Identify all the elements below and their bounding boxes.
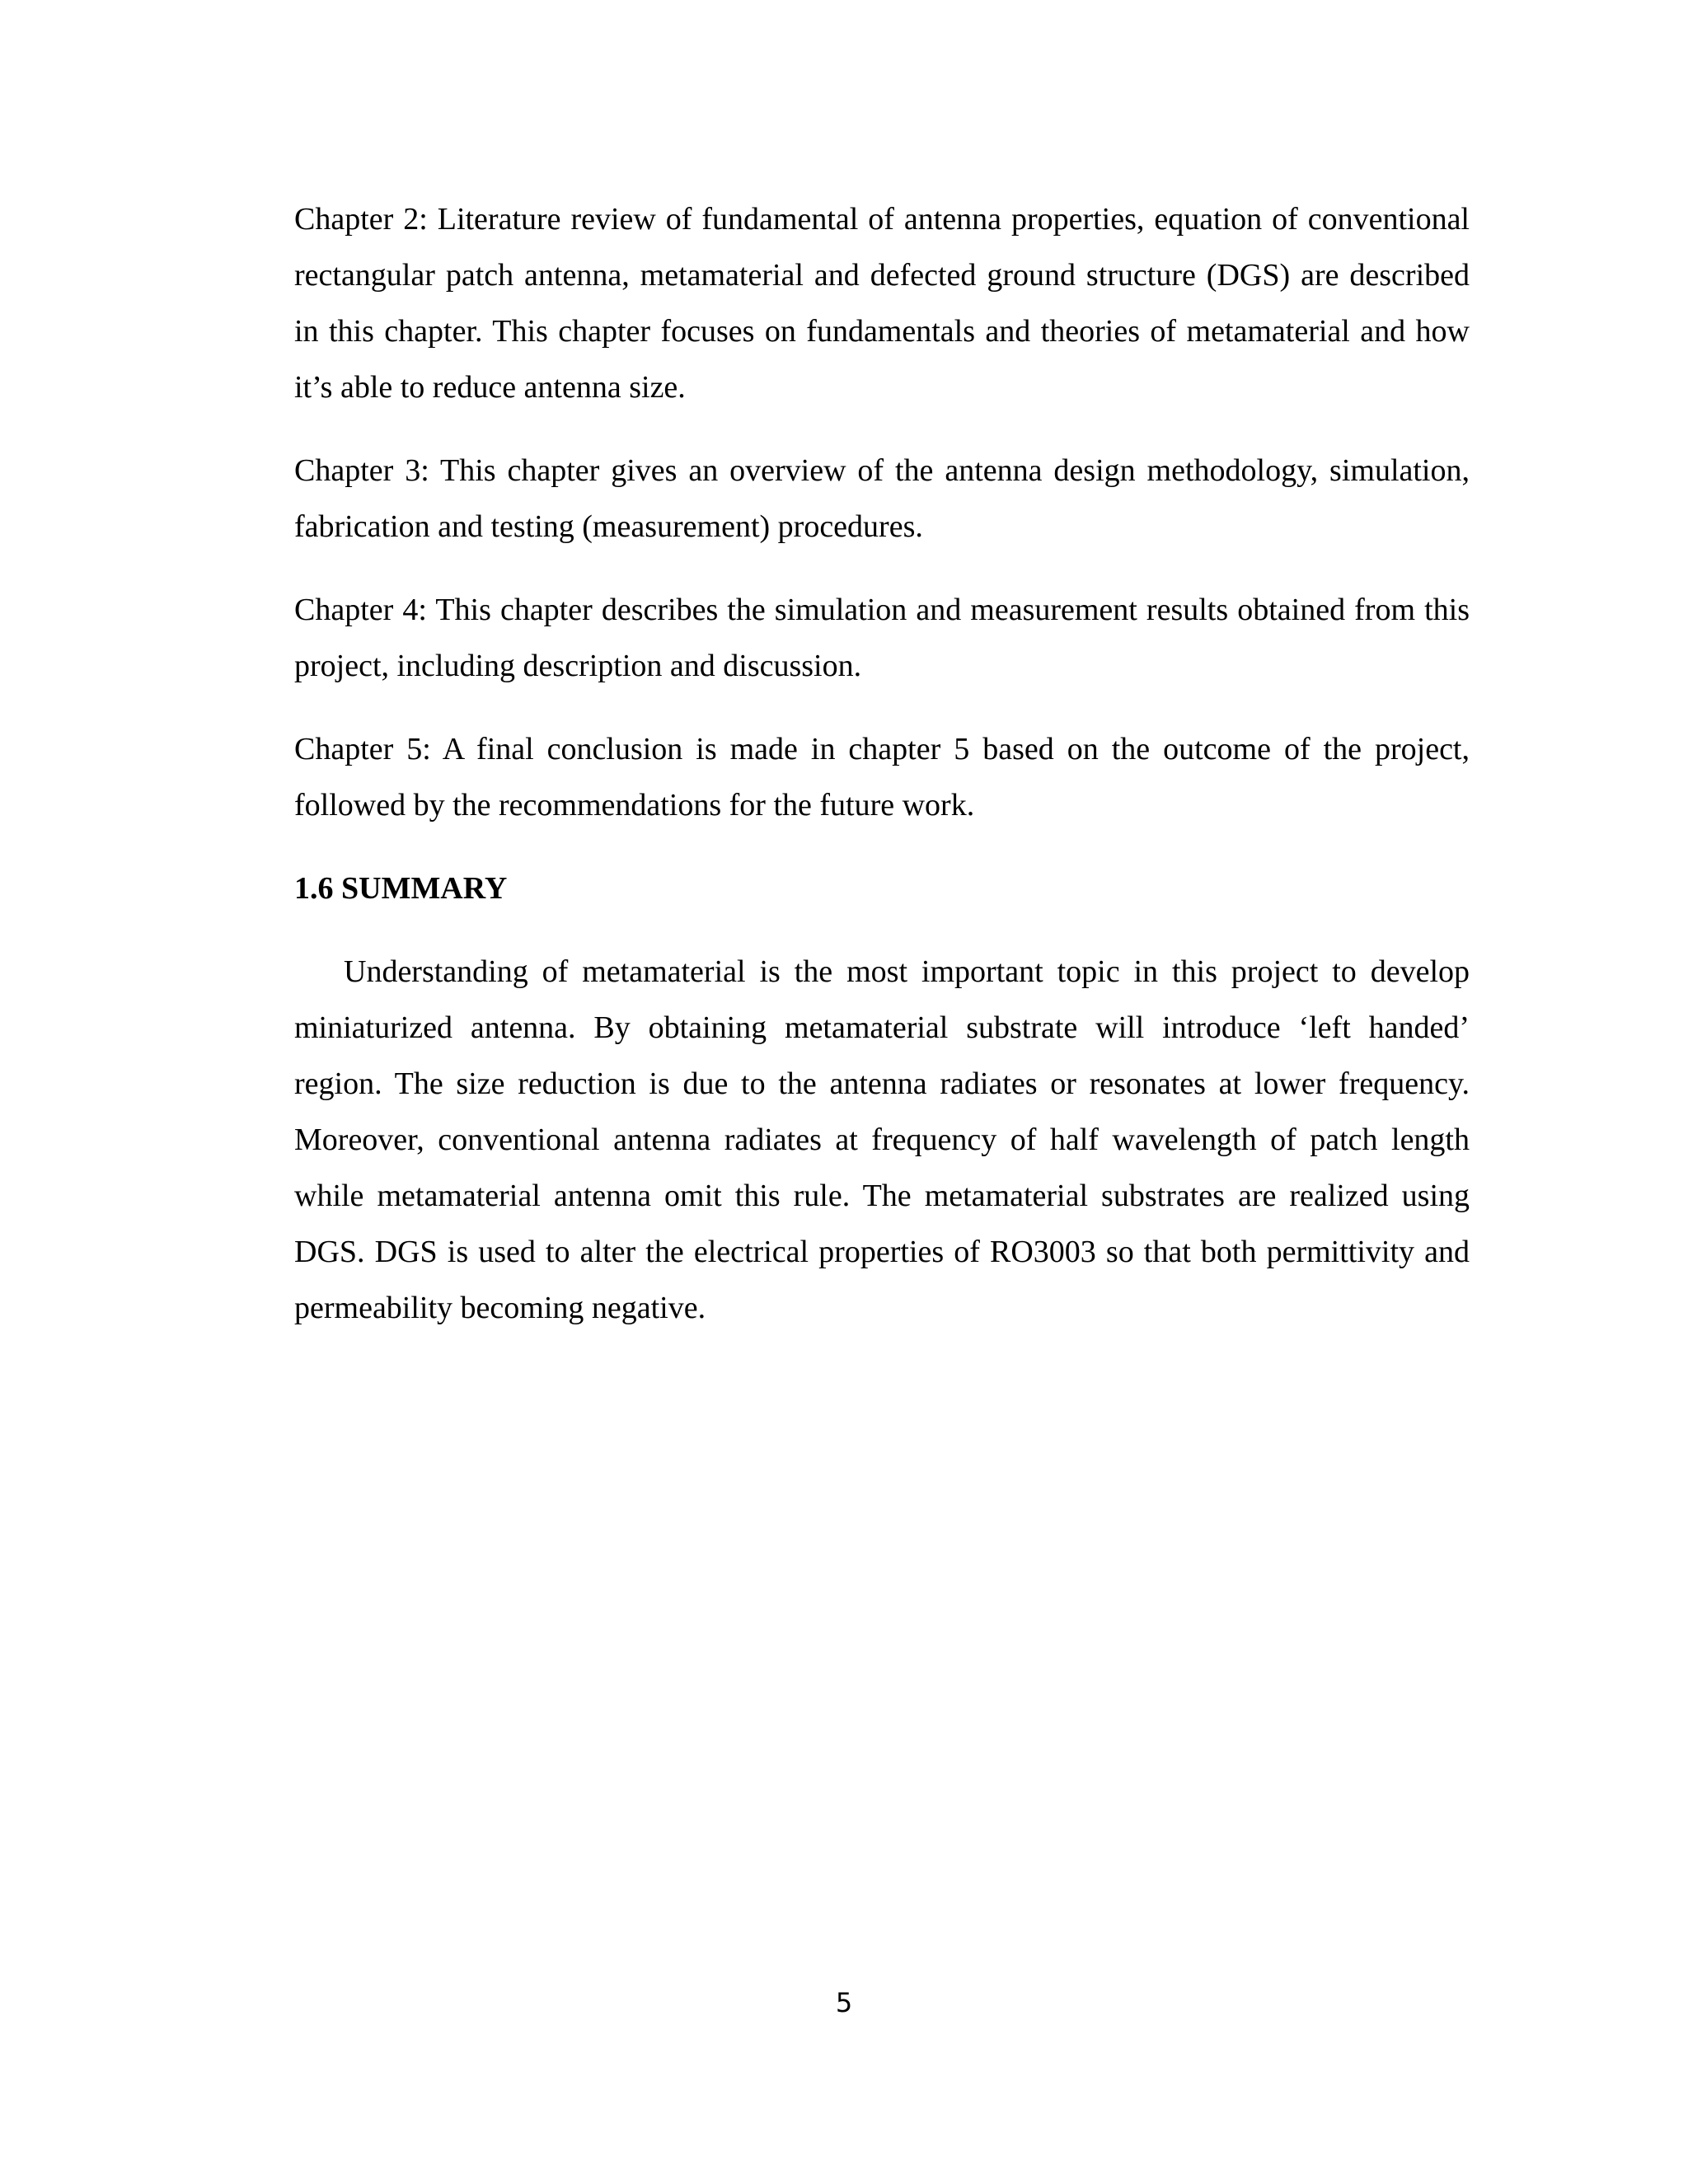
chapter-3-paragraph: Chapter 3: This chapter gives an overview of the antenna design methodology, simulation, fabrication and testing (measurement) procedures.: [294, 453, 1470, 544]
chapter-4-paragraph: Chapter 4: This chapter describes the simulation and measurement results obtained from this project, including description and discussion.: [294, 593, 1470, 683]
chapter-5-paragraph: Chapter 5: A final conclusion is made in chapter 5 based on the outcome of the project, followed by the recommendations for the future work.: [294, 732, 1470, 823]
summary-paragraph: Understanding of metamaterial is the most important topic in this project to develop miniaturized antenna. By obtaining metamaterial substrate will introduce ‘left handed’ region. The size reduction is due to the antenna radiates or resonates at lower frequency. Moreover, conventional antenna radiates at frequency of half wavelength of patch length while metamaterial antenna omit this rule. The metamaterial substrates are realized using DGS. DGS is used to alter the electrical properties of RO3003 so that both permittivity and permeability becoming negative.: [294, 954, 1470, 1325]
chapter-2-paragraph: Chapter 2: Literature review of fundamental of antenna properties, equation of conventional rectangular patch antenna, metamaterial and defected ground structure (DGS) are described in this chapter. This chapter focuses on fundamentals and theories of metamaterial and how it’s able to reduce antenna size.: [294, 202, 1470, 405]
section-heading-summary: 1.6 SUMMARY: [294, 871, 508, 906]
page-content: [294, 191, 1470, 1363]
page-number: 5: [835, 1987, 853, 2018]
